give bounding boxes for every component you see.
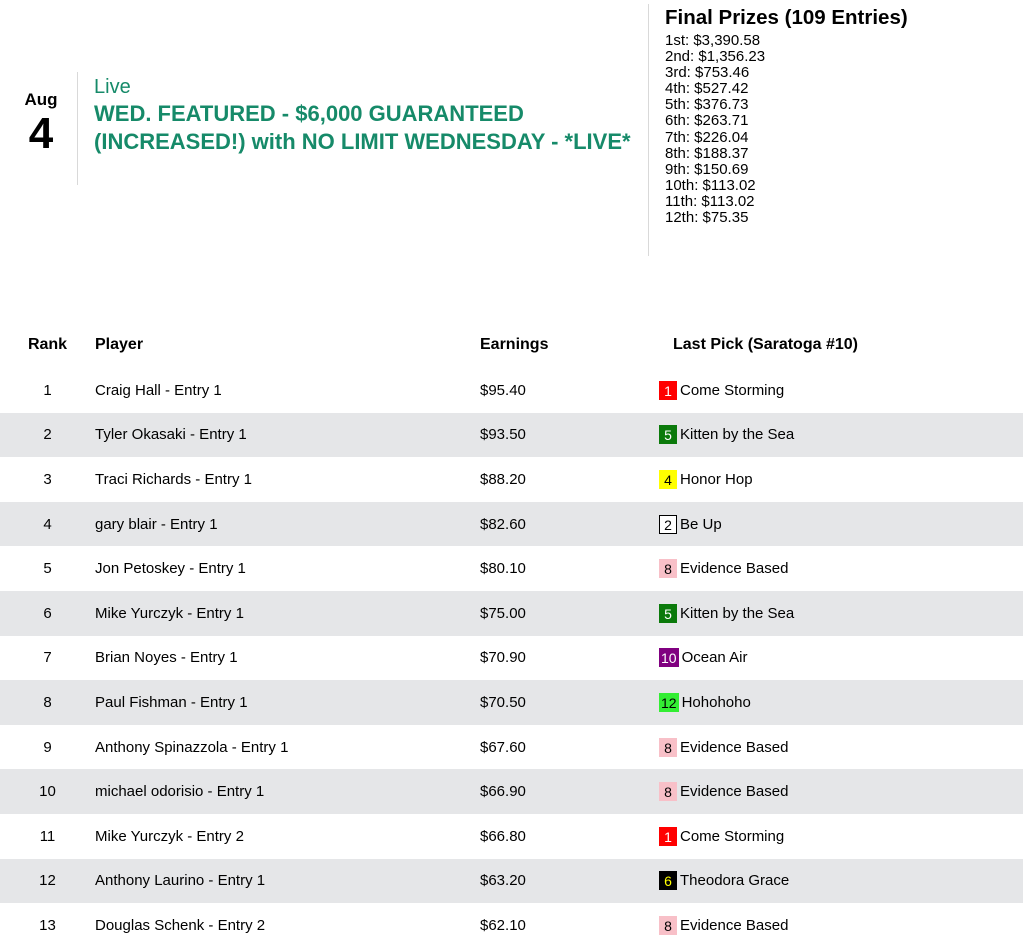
prize-item: 7th: $226.04	[665, 128, 749, 146]
post-position-badge: 6	[659, 871, 677, 890]
prize-item: 2nd: $1,356.23	[665, 48, 766, 66]
rank-cell: 3	[43, 470, 52, 488]
earnings-cell: $62.10	[480, 916, 526, 934]
post-position-badge: 8	[659, 559, 677, 578]
table-row[interactable]	[0, 859, 1023, 904]
earnings-cell: $95.40	[480, 381, 526, 399]
prize-item: 3rd: $753.46	[665, 64, 750, 82]
earnings-cell: $63.20	[480, 859, 646, 904]
earnings-cell: $93.50	[480, 413, 646, 458]
prizes-title: Final Prizes (109 Entries)	[665, 6, 908, 29]
earnings-cell: $67.60	[480, 738, 526, 756]
prizes-divider	[648, 4, 649, 256]
player-cell[interactable]: Mike Yurczyk - Entry 2	[95, 827, 244, 845]
table-header-row	[0, 322, 1023, 368]
player-cell[interactable]: Jon Petoskey - Entry 1	[95, 560, 246, 578]
last-pick-cell	[646, 591, 1023, 636]
prize-list	[665, 33, 908, 226]
rank-header: Rank	[27, 336, 68, 353]
event-month: Aug	[24, 90, 58, 109]
player-cell[interactable]: Tyler Okasaki - Entry 1	[95, 413, 480, 458]
table-row[interactable]	[0, 413, 1023, 458]
post-position-badge: 10	[661, 650, 677, 667]
horse-name: Evidence Based	[680, 783, 789, 801]
post-position-badge: 1	[659, 827, 677, 846]
player-cell[interactable]: Paul Fishman - Entry 1	[95, 680, 480, 725]
earnings-cell: $75.00	[480, 591, 646, 636]
horse-name: Kitten by the Sea	[680, 604, 795, 622]
last-pick-cell	[646, 636, 1023, 681]
rank-cell: 11	[39, 827, 56, 845]
prize-item: 6th: $263.71	[665, 112, 749, 130]
rank-cell: 7	[43, 649, 52, 667]
final-prizes	[665, 6, 908, 226]
prize-item: 1st: $3,390.58	[665, 32, 761, 49]
post-position-badge: 8	[659, 916, 677, 935]
post-position-badge: 5	[659, 604, 677, 623]
prize-item: 11th: $113.02	[665, 192, 755, 210]
prize-item: 8th: $188.37	[665, 144, 749, 162]
last-pick-cell	[646, 903, 1023, 948]
last-pick-cell	[646, 457, 1023, 502]
table-row[interactable]	[0, 368, 1023, 413]
player-cell[interactable]: Brian Noyes - Entry 1	[95, 649, 238, 667]
horse-name: Be Up	[680, 515, 722, 533]
event-day: 4	[28, 109, 54, 158]
last-pick-cell	[646, 859, 1023, 904]
last-pick-cell	[646, 368, 1023, 413]
table-row[interactable]	[0, 903, 1023, 948]
player-cell[interactable]: Traci Richards - Entry 1	[95, 470, 252, 488]
horse-name: Hohohoho	[681, 693, 751, 711]
earnings-cell: $66.80	[480, 827, 526, 845]
post-position-badge: 5	[659, 425, 677, 444]
earnings-cell: $82.60	[480, 502, 646, 547]
player-cell[interactable]: gary blair - Entry 1	[95, 502, 480, 547]
player-cell[interactable]: Mike Yurczyk - Entry 1	[95, 591, 480, 636]
table-row[interactable]	[0, 591, 1023, 636]
rank-cell: 1	[43, 381, 52, 399]
rank-cell: 10	[0, 769, 95, 814]
player-cell[interactable]: Craig Hall - Entry 1	[95, 381, 222, 399]
table-row[interactable]	[0, 680, 1023, 725]
table-row[interactable]	[0, 457, 1023, 502]
last-pick-cell	[646, 769, 1023, 814]
horse-name: Ocean Air	[681, 649, 748, 667]
post-position-badge: 8	[659, 738, 677, 757]
earnings-cell: $88.20	[480, 470, 526, 488]
prize-item: 12th: $75.35	[665, 209, 749, 227]
horse-name: Kitten by the Sea	[680, 426, 795, 444]
post-position-badge: 2	[659, 515, 677, 534]
table-row[interactable]	[0, 769, 1023, 814]
event-info	[94, 76, 654, 156]
post-position-badge: 8	[659, 782, 677, 801]
earnings-cell: $70.50	[480, 680, 646, 725]
last-pick-cell	[646, 502, 1023, 547]
prize-item: 4th: $527.42	[665, 80, 749, 98]
prize-item: 9th: $150.69	[665, 160, 749, 178]
table-row[interactable]	[0, 814, 1023, 859]
last-pick-cell	[646, 546, 1023, 591]
last-pick-header: Last Pick (Saratoga #10)	[673, 336, 858, 353]
event-title[interactable]: WED. FEATURED - $6,000 GUARANTEED (INCREASED!) with NO LIMIT WEDNESDAY - *LIVE*	[94, 101, 631, 154]
earnings-cell: $80.10	[480, 560, 526, 578]
player-cell[interactable]: Anthony Spinazzola - Entry 1	[95, 738, 289, 756]
rank-cell: 2	[0, 413, 95, 458]
rank-cell: 4	[0, 502, 95, 547]
rank-cell: 8	[0, 680, 95, 725]
last-pick-cell	[646, 814, 1023, 859]
rank-cell: 5	[43, 560, 52, 578]
horse-name: Honor Hop	[680, 470, 753, 488]
horse-name: Theodora Grace	[680, 872, 790, 890]
table-row[interactable]	[0, 546, 1023, 591]
event-status: Live	[94, 76, 131, 98]
earnings-header: Earnings	[480, 336, 549, 353]
event-date	[20, 90, 62, 156]
rank-cell: 13	[39, 916, 56, 934]
player-cell[interactable]: Anthony Laurino - Entry 1	[95, 859, 480, 904]
horse-name: Evidence Based	[680, 738, 789, 756]
date-divider	[77, 72, 78, 185]
leaderboard-body	[0, 368, 1023, 948]
post-position-badge: 1	[659, 381, 677, 400]
rank-cell: 6	[0, 591, 95, 636]
horse-name: Come Storming	[680, 381, 785, 399]
rank-cell: 9	[43, 738, 52, 756]
last-pick-cell	[646, 413, 1023, 458]
post-position-badge: 4	[659, 470, 677, 489]
table-row[interactable]	[0, 636, 1023, 681]
horse-name: Come Storming	[680, 827, 785, 845]
rank-cell: 12	[0, 859, 95, 904]
post-position-badge: 12	[661, 694, 677, 711]
last-pick-cell	[646, 725, 1023, 770]
prize-item: 5th: $376.73	[665, 96, 749, 114]
leaderboard-table	[0, 322, 1023, 948]
prize-item: 10th: $113.02	[665, 176, 756, 194]
earnings-cell: $70.90	[480, 649, 526, 667]
player-header: Player	[95, 336, 144, 353]
player-cell[interactable]: Douglas Schenk - Entry 2	[95, 916, 266, 934]
player-cell[interactable]: michael odorisio - Entry 1	[95, 769, 480, 814]
earnings-cell: $66.90	[480, 769, 646, 814]
horse-name: Evidence Based	[680, 560, 789, 578]
horse-name: Evidence Based	[680, 916, 789, 934]
table-row[interactable]	[0, 502, 1023, 547]
table-row[interactable]	[0, 725, 1023, 770]
last-pick-cell	[646, 680, 1023, 725]
